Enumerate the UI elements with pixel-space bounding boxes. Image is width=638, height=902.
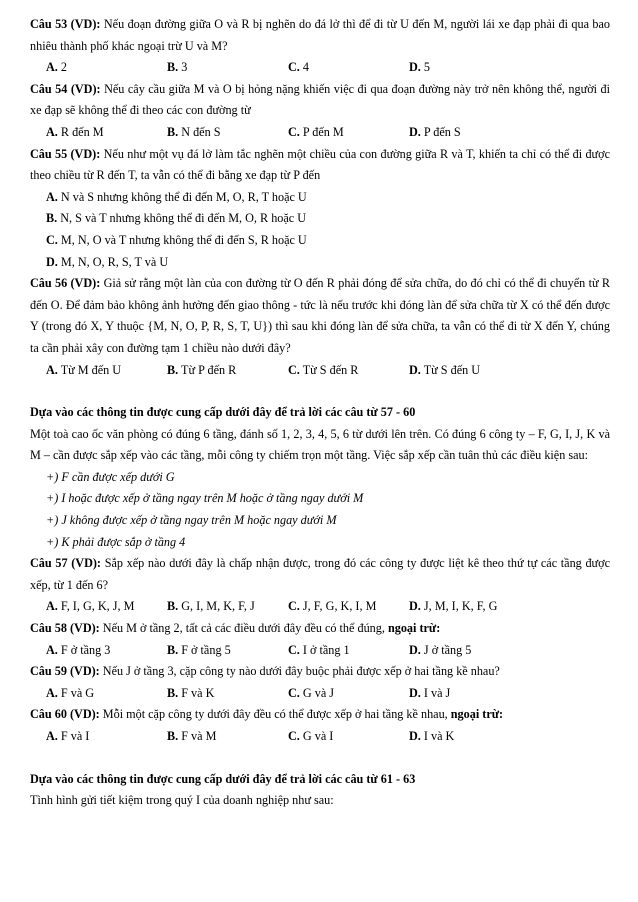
section-heading: Dựa vào các thông tin được cung cấp dưới đây để trả lời các câu từ 57 - 60 xyxy=(30,405,416,420)
spacer xyxy=(30,748,610,769)
option-c: C. 4 xyxy=(288,60,309,75)
option-b: B. F và K xyxy=(167,685,215,700)
question-54 xyxy=(30,79,610,122)
option-a: A. F, I, G, K, J, M xyxy=(46,599,135,614)
question-text: Mỗi một cặp công ty dưới đây đều có thể được xếp ở hai tầng kề nhau, xyxy=(102,707,448,722)
options-row xyxy=(30,57,610,79)
option-a: A. F và I xyxy=(46,729,90,743)
question-label: Câu 56 (VD): xyxy=(30,276,101,291)
option-b: B. N, S và T nhưng không thể đi đến M, O, R hoặc U xyxy=(46,211,307,226)
question-57 xyxy=(30,553,610,596)
option-c: C. J, F, G, K, I, M xyxy=(288,599,377,614)
option-c: C. G và I xyxy=(288,729,334,743)
question-text: Nếu cây cầu giữa M và O bị hỏng nặng khiến việc đi qua đoạn đường này trở nên không thể, người đi xe đạp sẽ không thể đi theo các con đường từ xyxy=(30,81,611,118)
question-emphasis: ngoại trừ: xyxy=(387,621,441,636)
option-a: A. R đến M xyxy=(46,124,104,139)
question-text: Nếu J ở tầng 3, cặp công ty nào dưới đây buộc phải được xếp ở hai tầng kề nhau? xyxy=(102,664,500,679)
option-d: D. J, M, I, K, F, G xyxy=(409,599,498,614)
options-row xyxy=(30,360,610,382)
question-label: Câu 58 (VD): xyxy=(30,621,100,636)
question-label: Câu 59 (VD): xyxy=(30,664,100,679)
option-c: C. I ở tầng 1 xyxy=(288,642,350,657)
section-intro: Tình hình gửi tiết kiệm trong quý I của doanh nghiệp như sau: xyxy=(30,793,334,808)
condition-item: +) I hoặc được xếp ở tầng ngay trên M hoặc ở tầng ngay dưới M xyxy=(46,491,364,506)
option-c: C. G và J xyxy=(288,685,335,700)
question-text: Giả sử rằng một làn của con đường từ O đến R phải đóng để sửa chữa, do đó chỉ có thể đi chuyển từ R đến O. Để đảm bảo không ảnh hưởng đến giao thông - tức là nếu trước khi đóng làn để sửa chữa từ X có thể đến được Y (trong đó X, Y thuộc {M, N, O, P, R, S, T, U}) thì sau khi đóng làn để sửa chữa, ta vẫn có thể đi từ X đến Y, chúng ta cần phải xây con đường tạm 1 chiều nào dưới đây? xyxy=(30,276,611,355)
options-row xyxy=(30,596,610,618)
option-b: B. 3 xyxy=(167,60,188,75)
question-label: Câu 53 (VD): xyxy=(30,17,101,31)
option-a: A. F ở tầng 3 xyxy=(46,642,111,657)
question-label: Câu 55 (VD): xyxy=(30,146,101,161)
question-text: Nếu M ở tầng 2, tất cả các điều dưới đây đều có thể đúng, xyxy=(102,621,385,636)
question-label: Câu 60 (VD): xyxy=(30,707,100,722)
question-emphasis: ngoại trừ: xyxy=(450,707,504,722)
option-d: D. J ở tầng 5 xyxy=(409,642,472,657)
option-d: D. I và J xyxy=(409,685,451,700)
condition-item: +) F cần được xếp dưới G xyxy=(46,469,175,484)
section-intro: Một toà cao ốc văn phòng có đúng 6 tầng, đánh số 1, 2, 3, 4, 5, 6 từ dưới lên trên. Có đúng 6 công ty – F, G, I, J, K và M – cần được sắp xếp vào các tầng, mỗi công ty chiếm trọn một tầng. Việc sắp xếp cần tuân thủ các điều kiện sau: xyxy=(30,426,610,463)
question-label: Câu 54 (VD): xyxy=(30,81,101,96)
options-row xyxy=(30,683,610,705)
question-55 xyxy=(30,144,610,187)
option-d: D. M, N, O, R, S, T và U xyxy=(46,254,169,269)
option-d: D. P đến S xyxy=(409,124,461,139)
option-b: B. Từ P đến R xyxy=(167,362,237,377)
question-59 xyxy=(30,661,610,683)
question-label: Câu 57 (VD): xyxy=(30,556,101,571)
option-d: D. 5 xyxy=(409,60,430,75)
option-c: C. P đến M xyxy=(288,124,344,139)
question-56 xyxy=(30,273,610,359)
option-c: C. Từ S đến R xyxy=(288,362,359,377)
options-row xyxy=(30,726,610,748)
option-d: D. I và K xyxy=(409,729,455,743)
question-60 xyxy=(30,704,610,726)
option-b: B. F ở tầng 5 xyxy=(167,642,231,657)
condition-item: +) K phải được sắp ở tầng 4 xyxy=(46,534,186,549)
condition-item: +) J không được xếp ở tầng ngay trên M hoặc ngay dưới M xyxy=(46,513,337,528)
option-b: B. F và M xyxy=(167,729,217,743)
section-heading: Dựa vào các thông tin được cung cấp dưới đây để trả lời các câu từ 61 - 63 xyxy=(30,771,416,786)
options-row xyxy=(30,640,610,662)
option-c: C. M, N, O và T nhưng không thể đi đến S, R hoặc U xyxy=(46,232,307,247)
option-a: A. 2 xyxy=(46,60,67,75)
question-text: Nếu đoạn đường giữa O và R bị nghẽn do đá lở thì để đi từ U đến M, người lái xe đạp phải đi qua bao nhiêu thành phố khác ngoại trừ U và M? xyxy=(30,17,611,53)
question-text: Nếu như một vụ đá lở làm tắc nghẽn một chiều của con đường giữa R và T, khiến ta chỉ có thể đi được theo chiều từ R đến T, ta vẫn có thể đi bằng xe đạp từ P đến xyxy=(30,146,611,183)
spacer xyxy=(30,381,610,402)
option-a: A. F và G xyxy=(46,685,95,700)
option-a: A. Từ M đến U xyxy=(46,362,122,377)
options-row xyxy=(30,122,610,144)
option-b: B. G, I, M, K, F, J xyxy=(167,599,255,614)
option-d: D. Từ S đến U xyxy=(409,362,481,377)
question-58 xyxy=(30,618,610,640)
option-b: B. N đến S xyxy=(167,124,221,139)
question-text: Sắp xếp nào dưới đây là chấp nhận được, trong đó các công ty được liệt kê theo thứ tự các tầng được xếp, từ 1 đến 6? xyxy=(30,556,611,592)
question-53 xyxy=(30,14,610,57)
option-a: A. N và S nhưng không thể đi đến M, O, R, T hoặc U xyxy=(46,189,307,204)
